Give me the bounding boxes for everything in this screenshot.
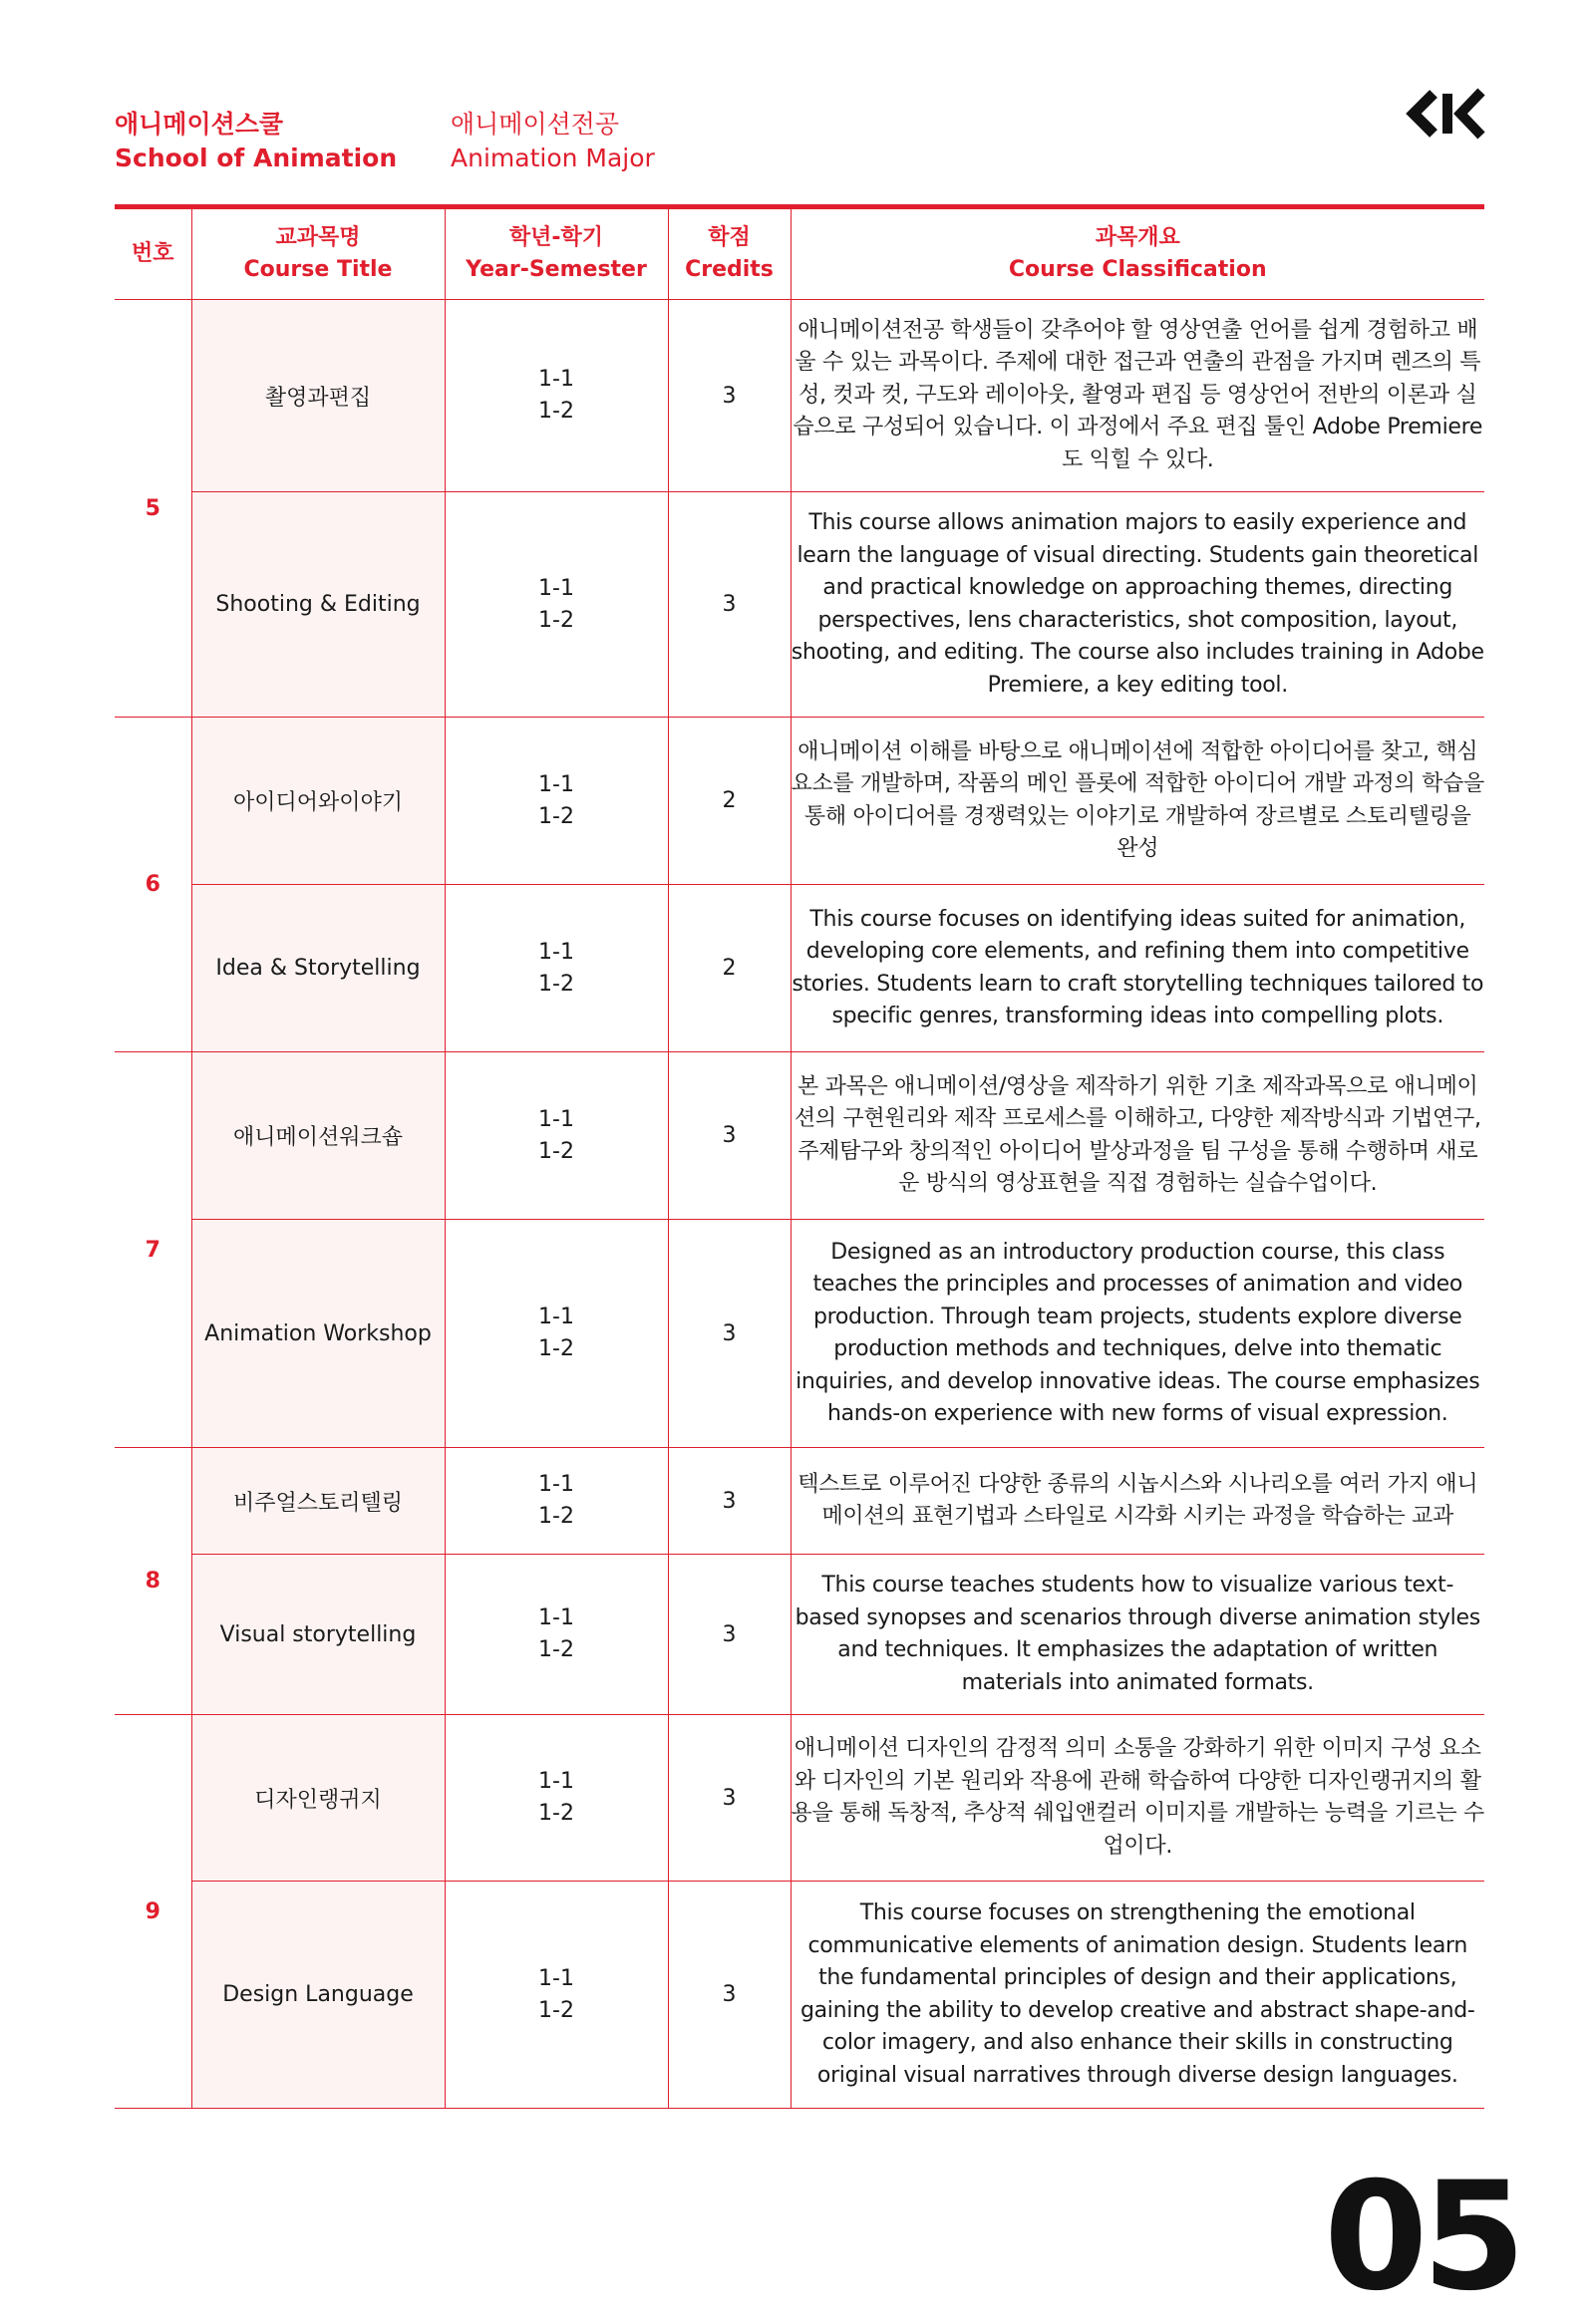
course-title-ko: 애니메이션워크숍 [191, 1052, 445, 1220]
course-description-en: Designed as an introductory production course, this class teaches the principles and processes of animation and video production. Through team projects, students explore diverse production methods and techniques, delve into thematic inquiries, and develop innovative ideas. The course emphasizes hands-on experience with new forms of visual expression. [791, 1220, 1484, 1448]
credits: 3 [668, 1715, 791, 1882]
year-semester: 1-1 1-2 [445, 492, 668, 718]
year-semester: 1-1 1-2 [445, 885, 668, 1052]
row-number: 7 [115, 1052, 191, 1448]
major-name-ko: 애니메이션전공 [451, 110, 620, 139]
year-semester: 1-1 1-2 [445, 1715, 668, 1882]
table-header-row [115, 209, 1484, 300]
course-description-en: This course teaches students how to visualize various text-based synopses and scenarios through diverse animation styles and techniques. It emphasizes the adaptation of written materials into animated formats. [791, 1555, 1484, 1715]
year-semester: 1-1 1-2 [445, 1448, 668, 1555]
credits: 3 [668, 1882, 791, 2109]
credits: 2 [668, 718, 791, 885]
course-description-ko: 텍스트로 이루어진 다양한 종류의 시놉시스와 시나리오를 여러 가지 애니메이션의 표현기법과 스타일로 시각화 시키는 과정을 학습하는 교과 [791, 1448, 1484, 1555]
row-number: 9 [115, 1715, 191, 2109]
year-semester: 1-1 1-2 [445, 1220, 668, 1448]
course-title-en: Design Language [191, 1882, 445, 2109]
ck-logo-icon [1404, 88, 1485, 140]
header-major [451, 108, 655, 175]
credits: 2 [668, 885, 791, 1052]
course-title-en: Shooting & Editing [191, 492, 445, 718]
row-number: 6 [115, 718, 191, 1052]
course-description-ko: 애니메이션 디자인의 감정적 의미 소통을 강화하기 위한 이미지 구성 요소와 디자인의 기본 원리와 작용에 관해 학습하여 다양한 디자인랭귀지의 활용을 통해 독창적, 추상적 쉐입앤컬러 이미지를 개발하는 능력을 기르는 수업이다. [791, 1715, 1484, 1882]
course-title-ko: 비주얼스토리텔링 [191, 1448, 445, 1555]
table-row [115, 1882, 1484, 2109]
header-number: 번호 [115, 209, 191, 300]
table-row [115, 492, 1484, 718]
header-credits: 학점 Credits [668, 209, 791, 300]
year-semester: 1-1 1-2 [445, 1555, 668, 1715]
table-row [115, 885, 1484, 1052]
header-classification: 과목개요 Course Classification [791, 209, 1484, 300]
table-row [115, 300, 1484, 492]
row-number: 8 [115, 1448, 191, 1715]
course-table [115, 209, 1484, 2109]
year-semester: 1-1 1-2 [445, 718, 668, 885]
course-description-ko: 애니메이션전공 학생들이 갖추어야 할 영상연출 언어를 쉽게 경험하고 배울 수 있는 과목이다. 주제에 대한 접근과 연출의 관점을 가지며 렌즈의 특성, 컷과 컷, 구도와 레이아웃, 촬영과 편집 등 영상언어 전반의 이론과 실습으로 구성되어 있습니다. 이 과정에서 주요 편집 툴인 Adobe Premiere 도 익힐 수 있다. [791, 300, 1484, 492]
course-title-en: Animation Workshop [191, 1220, 445, 1448]
credits: 3 [668, 1220, 791, 1448]
year-semester: 1-1 1-2 [445, 300, 668, 492]
credits: 3 [668, 1448, 791, 1555]
year-semester: 1-1 1-2 [445, 1882, 668, 2109]
header-year-semester: 학년-학기 Year-Semester [445, 209, 668, 300]
course-description-ko: 애니메이션 이해를 바탕으로 애니메이션에 적합한 아이디어를 찾고, 핵심 요소를 개발하며, 작품의 메인 플롯에 적합한 아이디어 개발 과정의 학습을 통해 아이디어를 경쟁력있는 이야기로 개발하여 장르별로 스토리텔링을 완성 [791, 718, 1484, 885]
course-title-ko: 아이디어와이야기 [191, 718, 445, 885]
school-name-ko: 애니메이션스쿨 [115, 110, 284, 139]
course-title-en: Visual storytelling [191, 1555, 445, 1715]
course-title-ko: 촬영과편집 [191, 300, 445, 492]
row-number: 5 [115, 300, 191, 718]
table-row [115, 1715, 1484, 1882]
course-description-en: This course allows animation majors to easily experience and learn the language of visual directing. Students gain theoretical and practical knowledge on approaching themes, directing perspectives, lens characteristics, shot composition, layout, shooting, and editing. The course also includes training in Adobe Premiere, a key editing tool. [791, 492, 1484, 718]
school-name-en: School of Animation [115, 144, 398, 172]
course-title-en: Idea & Storytelling [191, 885, 445, 1052]
header-school-ko [115, 108, 397, 175]
table-row [115, 718, 1484, 885]
year-semester: 1-1 1-2 [445, 1052, 668, 1220]
credits: 3 [668, 492, 791, 718]
course-description-en: This course focuses on strengthening the emotional communicative elements of animation design. Students learn the fundamental principles of design and their applications, gaining the ability to develop creative and abstract shape-and-color imagery, and also enhance their skills in constructing original visual narratives through diverse design languages. [791, 1882, 1484, 2109]
credits: 3 [668, 1052, 791, 1220]
table-row [115, 1052, 1484, 1220]
table-row [115, 1448, 1484, 1555]
credits: 3 [668, 300, 791, 492]
major-name-en: Animation Major [451, 144, 655, 172]
table-row [115, 1555, 1484, 1715]
course-description-ko: 본 과목은 애니메이션/영상을 제작하기 위한 기초 제작과목으로 애니메이션의 구현원리와 제작 프로세스를 이해하고, 다양한 제작방식과 기법연구, 주제탐구와 창의적인 아이디어 발상과정을 팀 구성을 통해 수행하며 새로운 방식의 영상표현을 직접 경험하는 실습수업이다. [791, 1052, 1484, 1220]
credits: 3 [668, 1555, 791, 1715]
course-title-ko: 디자인랭귀지 [191, 1715, 445, 1882]
course-description-en: This course focuses on identifying ideas suited for animation, developing core elements, and refining them into competitive stories. Students learn to craft storytelling techniques tailored to specific genres, transforming ideas into compelling plots. [791, 885, 1484, 1052]
table-row [115, 1220, 1484, 1448]
page-number: 05 [1324, 2151, 1520, 2324]
header-course-title: 교과목명 Course Title [191, 209, 445, 300]
